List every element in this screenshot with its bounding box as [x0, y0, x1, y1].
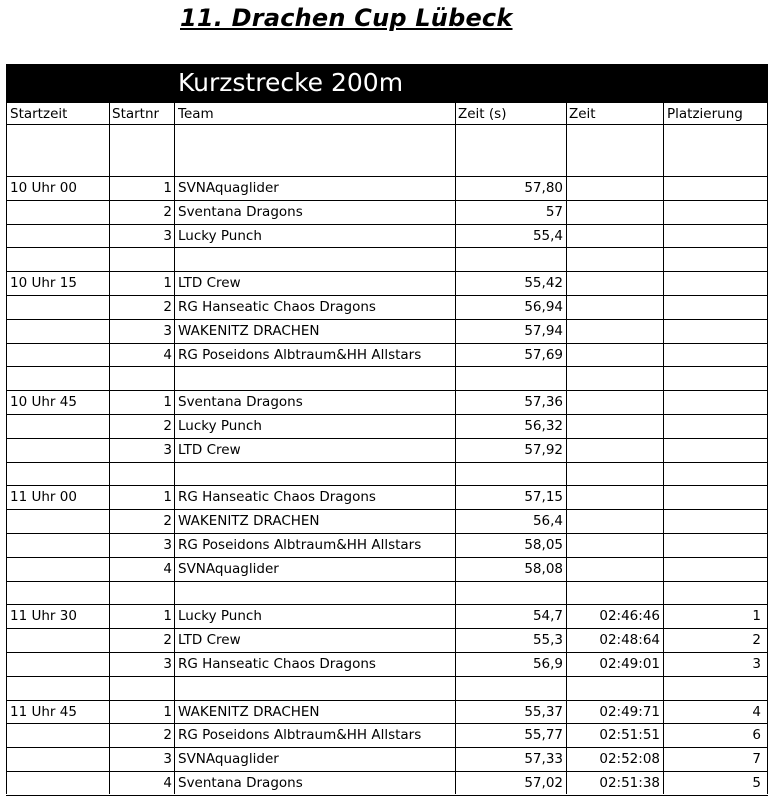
startzeit-cell: 10 Uhr 45 — [10, 394, 77, 410]
platzierung-cell: 1 — [752, 608, 761, 624]
zeit-cell — [567, 415, 660, 437]
startnr-cell: 1 — [163, 704, 172, 720]
grid-line — [6, 366, 768, 367]
startnr-cell: 3 — [163, 656, 172, 672]
team-cell: Lucky Punch — [178, 228, 262, 244]
zeit-s-cell: 56,32 — [524, 418, 563, 434]
zeit-cell — [567, 296, 660, 318]
zeit-s-cell: 56,9 — [532, 656, 563, 672]
zeit-cell: 02:49:01 — [599, 656, 660, 672]
zeit-cell — [567, 439, 660, 461]
grid-line — [6, 102, 7, 794]
zeit-s-cell: 57,92 — [524, 442, 563, 458]
grid-line — [6, 462, 768, 463]
startnr-cell: 3 — [163, 442, 172, 458]
team-cell: LTD Crew — [178, 275, 241, 291]
startnr-cell: 1 — [163, 394, 172, 410]
zeit-s-cell: 55,42 — [524, 275, 563, 291]
startzeit-cell: 11 Uhr 30 — [10, 608, 77, 624]
team-cell: RG Poseidons Albtraum&HH Allstars — [178, 347, 422, 363]
grid-line — [6, 102, 768, 103]
zeit-cell — [567, 344, 660, 366]
zeit-s-cell: 56,4 — [532, 513, 563, 529]
platzierung-cell — [664, 486, 761, 508]
platzierung-cell — [664, 391, 761, 413]
platzierung-cell — [664, 344, 761, 366]
zeit-cell — [567, 391, 660, 413]
zeit-cell — [567, 534, 660, 556]
startnr-cell: 1 — [163, 180, 172, 196]
zeit-cell — [567, 201, 660, 223]
zeit-cell — [567, 486, 660, 508]
zeit-s-cell: 57,02 — [524, 775, 563, 791]
zeit-cell — [567, 177, 660, 199]
platzierung-cell: 4 — [752, 704, 761, 720]
startnr-cell: 2 — [163, 204, 172, 220]
header-zeit: Zeit — [569, 106, 596, 122]
platzierung-cell — [664, 225, 761, 247]
zeit-cell — [567, 558, 660, 580]
platzierung-cell: 5 — [752, 775, 761, 791]
startzeit-cell: 11 Uhr 45 — [10, 704, 77, 720]
team-cell: LTD Crew — [178, 442, 241, 458]
platzierung-cell — [664, 439, 761, 461]
platzierung-cell: 6 — [752, 727, 761, 743]
platzierung-cell — [664, 510, 761, 532]
zeit-s-cell: 57 — [545, 204, 563, 220]
team-cell: Lucky Punch — [178, 608, 262, 624]
section-title: Kurzstrecke 200m — [178, 68, 404, 97]
zeit-cell — [567, 320, 660, 342]
zeit-cell: 02:46:46 — [599, 608, 660, 624]
zeit-s-cell: 54,7 — [532, 608, 563, 624]
platzierung-cell — [664, 201, 761, 223]
team-cell: WAKENITZ DRACHEN — [178, 513, 320, 529]
startnr-cell: 3 — [163, 537, 172, 553]
startnr-cell: 4 — [163, 561, 172, 577]
startnr-cell: 1 — [163, 489, 172, 505]
startnr-cell: 2 — [163, 727, 172, 743]
startnr-cell: 2 — [163, 632, 172, 648]
zeit-s-cell: 55,4 — [532, 228, 563, 244]
zeit-s-cell: 58,05 — [524, 537, 563, 553]
team-cell: RG Hanseatic Chaos Dragons — [178, 656, 376, 672]
zeit-cell — [567, 510, 660, 532]
platzierung-cell — [664, 320, 761, 342]
zeit-s-cell: 57,69 — [524, 347, 563, 363]
platzierung-cell: 7 — [752, 751, 761, 767]
startnr-cell: 2 — [163, 418, 172, 434]
zeit-s-cell: 57,36 — [524, 394, 563, 410]
team-cell: SVNAquaglider — [178, 180, 279, 196]
zeit-cell — [567, 225, 660, 247]
grid-line — [6, 64, 768, 65]
section-banner — [6, 64, 768, 102]
startnr-cell: 3 — [163, 323, 172, 339]
team-cell: WAKENITZ DRACHEN — [178, 704, 320, 720]
platzierung-cell — [664, 296, 761, 318]
zeit-s-cell: 57,94 — [524, 323, 563, 339]
grid-line — [6, 124, 768, 125]
team-cell: RG Hanseatic Chaos Dragons — [178, 489, 376, 505]
header-startzeit: Startzeit — [10, 106, 68, 122]
zeit-cell: 02:48:64 — [599, 632, 660, 648]
team-cell: WAKENITZ DRACHEN — [178, 323, 320, 339]
grid-line — [6, 581, 768, 582]
zeit-s-cell: 57,80 — [524, 180, 563, 196]
zeit-cell: 02:49:71 — [599, 704, 660, 720]
header-team: Team — [178, 106, 214, 122]
startnr-cell: 2 — [163, 513, 172, 529]
results-table — [6, 64, 768, 794]
zeit-cell — [567, 272, 660, 294]
header-platzierung: Platzierung — [667, 106, 743, 122]
platzierung-cell — [664, 534, 761, 556]
team-cell: SVNAquaglider — [178, 751, 279, 767]
zeit-s-cell: 55,37 — [524, 704, 563, 720]
zeit-s-cell: 57,15 — [524, 489, 563, 505]
team-cell: Sventana Dragons — [178, 775, 303, 791]
zeit-cell: 02:52:08 — [599, 751, 660, 767]
zeit-cell: 02:51:51 — [599, 727, 660, 743]
grid-line — [6, 247, 768, 248]
team-cell: Sventana Dragons — [178, 204, 303, 220]
team-cell: LTD Crew — [178, 632, 241, 648]
zeit-cell: 02:51:38 — [599, 775, 660, 791]
platzierung-cell — [664, 177, 761, 199]
zeit-s-cell: 56,94 — [524, 299, 563, 315]
team-cell: RG Hanseatic Chaos Dragons — [178, 299, 376, 315]
startzeit-cell: 11 Uhr 00 — [10, 489, 77, 505]
platzierung-cell — [664, 272, 761, 294]
startzeit-cell: 10 Uhr 00 — [10, 180, 77, 196]
platzierung-cell: 2 — [752, 632, 761, 648]
startnr-cell: 1 — [163, 608, 172, 624]
team-cell: RG Poseidons Albtraum&HH Allstars — [178, 727, 422, 743]
grid-line — [6, 676, 768, 677]
startnr-cell: 3 — [163, 228, 172, 244]
startnr-cell: 4 — [163, 347, 172, 363]
platzierung-cell — [664, 558, 761, 580]
zeit-s-cell: 58,08 — [524, 561, 563, 577]
team-cell: Lucky Punch — [178, 418, 262, 434]
grid-line — [174, 102, 175, 794]
page-title: 11. Drachen Cup Lübeck — [180, 4, 513, 32]
startzeit-cell: 10 Uhr 15 — [10, 275, 77, 291]
zeit-s-cell: 55,77 — [524, 727, 563, 743]
startnr-cell: 4 — [163, 775, 172, 791]
team-cell: RG Poseidons Albtraum&HH Allstars — [178, 537, 422, 553]
header-zeit-s: Zeit (s) — [458, 106, 507, 122]
header-startnr: Startnr — [112, 106, 160, 122]
startnr-cell: 1 — [163, 275, 172, 291]
team-cell: SVNAquaglider — [178, 561, 279, 577]
zeit-s-cell: 57,33 — [524, 751, 563, 767]
platzierung-cell: 3 — [752, 656, 761, 672]
platzierung-cell — [664, 415, 761, 437]
team-cell: Sventana Dragons — [178, 394, 303, 410]
startnr-cell: 2 — [163, 299, 172, 315]
zeit-s-cell: 55,3 — [532, 632, 563, 648]
startnr-cell: 3 — [163, 751, 172, 767]
